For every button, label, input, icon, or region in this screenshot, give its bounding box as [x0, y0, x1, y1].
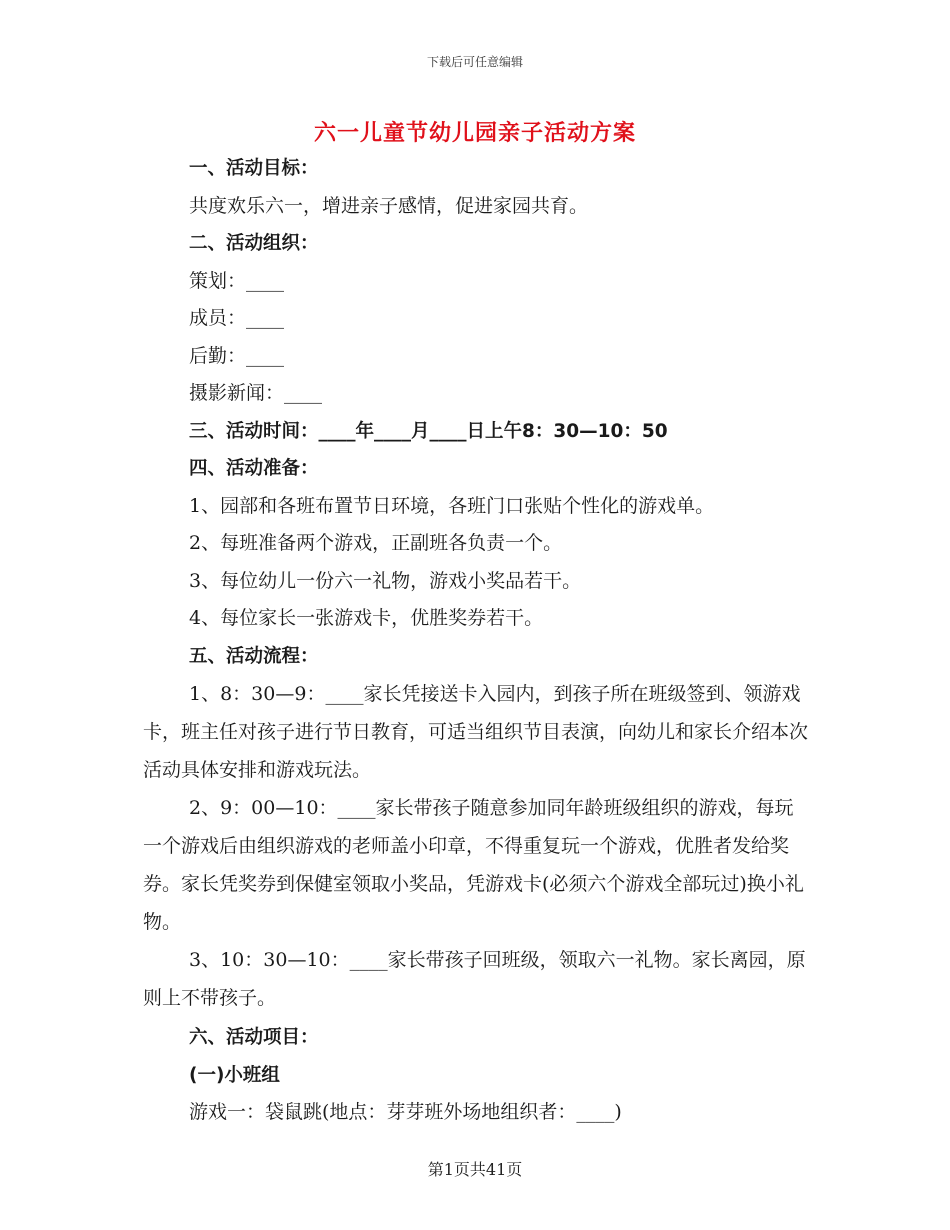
section-heading-preparation: 四、活动准备：: [189, 458, 319, 479]
section-heading-time: 三、活动时间：____年____月____日上午8：30—10：50: [189, 420, 668, 442]
section-heading-goals: 一、活动目标：: [189, 158, 319, 179]
game-item: 游戏一：袋鼠跳(地点：芽芽班外场地组织者：____): [189, 1101, 622, 1123]
process-paragraph: 3、10：30—10：____家长带孩子回班级，领取六一礼物。家长离园，原则上不带孩子。: [143, 949, 806, 1009]
prep-item: 1、园部和各班布置节日环境，各班门口张贴个性化的游戏单。: [189, 494, 715, 517]
process-paragraph: 1、8：30—9：____家长凭接送卡入园内，到孩子所在班级签到、领游戏卡，班主任对孩子进行节日教育，可适当组织节目表演，向幼儿和家长介绍本次活动具体安排和游戏玩法。: [143, 683, 809, 781]
document-body: [143, 150, 811, 1132]
document-title: 六一儿童节幼儿园亲子活动方案: [313, 120, 636, 146]
section-heading-organization: 二、活动组织：: [189, 233, 319, 254]
prep-item: 4、每位家长一张游戏卡，优胜奖券若干。: [189, 607, 544, 629]
prep-item: 2、每班准备两个游戏，正副班各负责一个。: [189, 532, 563, 554]
org-item-logistics: 后勤：____: [189, 344, 285, 367]
section-heading-projects: 六、活动项目：: [189, 1027, 319, 1048]
section-heading-process: 五、活动流程：: [189, 645, 319, 667]
org-item-planning: 策划：____: [189, 269, 285, 292]
prep-item: 3、每位幼儿一份六一礼物，游戏小奖品若干。: [189, 569, 582, 592]
process-paragraph: 2、9：00—10：____家长带孩子随意参加同年龄班级组织的游戏，每玩一个游戏后由组织游戏的老师盖小印章，不得重复玩一个游戏，优胜者发给奖券。家长凭奖券到保健室领取小奖品，凭游戏卡(必须六个游戏全部玩过)换小礼物。: [143, 797, 804, 933]
page-number: 第1页共41页: [427, 1160, 523, 1179]
org-item-photography: 摄影新闻：____: [189, 382, 323, 404]
org-item-members: 成员：____: [189, 307, 285, 329]
subsection-small-class: (一)小班组: [189, 1064, 280, 1086]
goals-text: 共度欢乐六一，增进亲子感情，促进家园共育。: [189, 194, 589, 217]
page-header-note: 下载后可任意编辑: [426, 55, 523, 69]
